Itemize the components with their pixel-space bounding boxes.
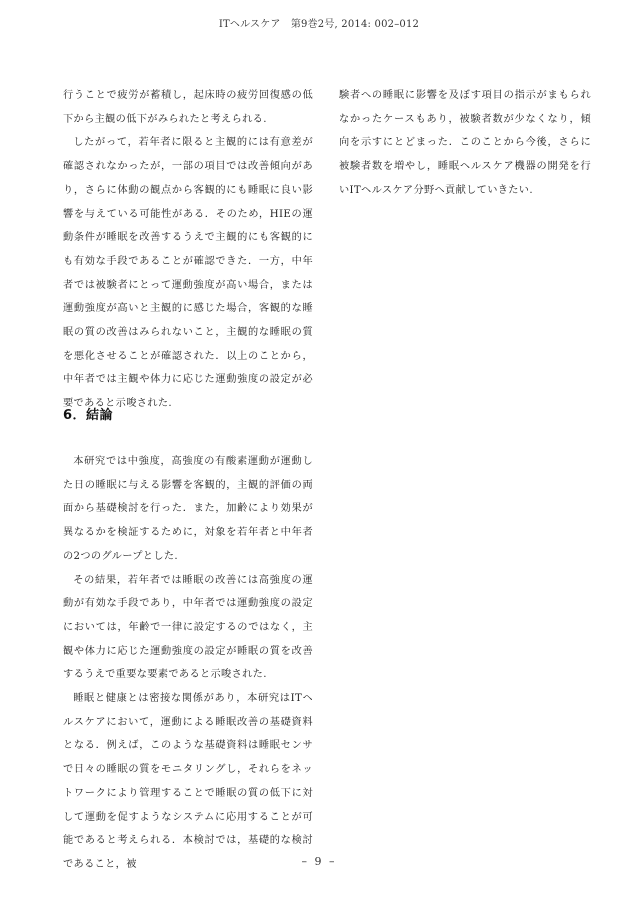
body-paragraph: 睡眠と健康とは密接な関係があり，本研究はITヘルスケアにおいて，運動による睡眠改善の基礎資料となる．例えば，このような基礎資料は睡眠センサで日々の睡眠の質をモニタリングし，それらをネットワークにより管理することで睡眠の質の低下に対して運動を促すようなシステムに応用することが可能であると考えられる．本検討では，基礎的な検討であること，被 (63, 693, 313, 870)
right-column (339, 84, 591, 203)
journal-header: ITヘルスケア 第9巻2号, 2014: 002–012 (218, 19, 420, 30)
section-heading-conclusion: 6．結論 (63, 408, 114, 423)
left-column-discussion (63, 84, 313, 416)
body-paragraph: したがって，若年者に限ると主観的には有意差が確認されなかったが，一部の項目では改善傾向があり，さらに体動の観点から客観的にも睡眠に良い影響を与えている可能性がある．そのため，HIEの運動条件が睡眠を改善するうえで主観的にも客観的にも有効な手段であることが確認できた．一方，中年者では被験者にとって運動強度が高い場合，または運動強度が高いと主観的に感じた場合，客観的な睡眠の質の改善はみられないこと，主観的な睡眠の質を悪化させることが確認された．以上のことから，中年者では主観や体力に応じた運動強度の設定が必要であると示唆された. (63, 137, 313, 410)
page-number: – 9 – (301, 855, 337, 868)
body-paragraph: 行うことで疲労が蓄積し，起床時の疲労回復感の低下から主観の低下がみられたと考えられる. (63, 90, 313, 125)
body-paragraph: 本研究では中強度，高強度の有酸素運動が運動した日の睡眠に与える影響を客観的，主観的評価の両面から基礎検討を行った．また，加齢により効果が異なるかを検証するために，対象を若年者と中年者の2つのグループとした. (63, 456, 313, 562)
body-paragraph: 験者への睡眠に影響を及ぼす項目の指示がまもられなかったケースもあり，被験者数が少なくなり，傾向を示すにとどまった．このことから今後，さらに被験者数を増やし，睡眠ヘルスケア機器の開発を行いITヘルスケア分野へ貢献していきたい. (339, 90, 591, 196)
body-paragraph: その結果，若年者では睡眠の改善には高強度の運動が有効な手段であり，中年者では運動強度の設定においては，年齢で一律に設定するのではなく，主観や体力に応じた運動強度の設定が睡眠の質を改善するうえで重要な要素であると示唆された. (63, 574, 313, 681)
left-column-conclusion (63, 450, 313, 877)
